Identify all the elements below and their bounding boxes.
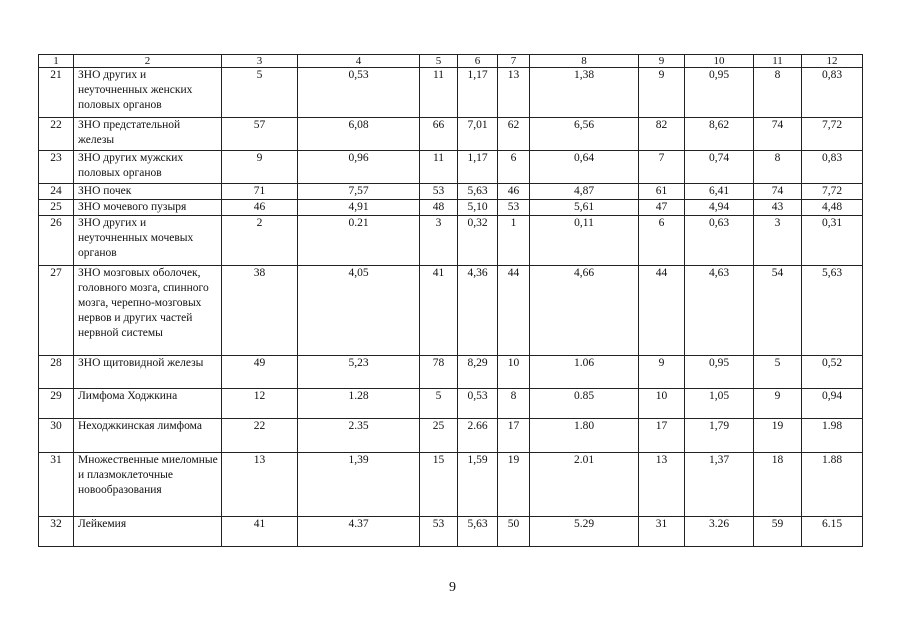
- value-cell: 6,08: [298, 118, 420, 151]
- value-cell: 41: [222, 517, 298, 547]
- value-cell: 4,94: [685, 200, 754, 216]
- value-cell: 57: [222, 118, 298, 151]
- value-cell: 5: [420, 389, 458, 419]
- value-cell: 66: [420, 118, 458, 151]
- value-cell: 5,61: [530, 200, 639, 216]
- value-cell: 15: [420, 453, 458, 517]
- value-cell: 1.28: [298, 389, 420, 419]
- value-cell: 7,72: [802, 184, 863, 200]
- value-cell: 1,17: [458, 151, 498, 184]
- row-label-cell: ЗНО предстательной железы: [74, 118, 222, 151]
- value-cell: 46: [222, 200, 298, 216]
- value-cell: 4,66: [530, 266, 639, 356]
- row-number-cell: 23: [39, 151, 74, 184]
- value-cell: 43: [754, 200, 802, 216]
- column-header: 5: [420, 55, 458, 68]
- row-label-cell: Множественные миеломные и плазмоклеточные новообразования: [74, 453, 222, 517]
- value-cell: 3: [420, 216, 458, 266]
- value-cell: 1.06: [530, 356, 639, 389]
- page-number: 9: [449, 580, 456, 595]
- value-cell: 19: [498, 453, 530, 517]
- value-cell: 54: [754, 266, 802, 356]
- table-row: [39, 118, 863, 151]
- value-cell: 0,52: [802, 356, 863, 389]
- value-cell: 5.29: [530, 517, 639, 547]
- column-header: 8: [530, 55, 639, 68]
- row-number-cell: 32: [39, 517, 74, 547]
- row-number-cell: 29: [39, 389, 74, 419]
- value-cell: 53: [420, 517, 458, 547]
- value-cell: 1,39: [298, 453, 420, 517]
- value-cell: 41: [420, 266, 458, 356]
- value-cell: 8,29: [458, 356, 498, 389]
- value-cell: 17: [498, 419, 530, 453]
- row-number-cell: 25: [39, 200, 74, 216]
- table-row: [39, 216, 863, 266]
- column-header: 1: [39, 55, 74, 68]
- table-row: [39, 151, 863, 184]
- value-cell: 78: [420, 356, 458, 389]
- value-cell: 1,38: [530, 68, 639, 118]
- value-cell: 1.88: [802, 453, 863, 517]
- table-row: [39, 200, 863, 216]
- value-cell: 8,62: [685, 118, 754, 151]
- row-label-cell: Неходжкинская лимфома: [74, 419, 222, 453]
- value-cell: 4,63: [685, 266, 754, 356]
- value-cell: 50: [498, 517, 530, 547]
- header-row: [39, 55, 863, 68]
- value-cell: 4,36: [458, 266, 498, 356]
- value-cell: 44: [498, 266, 530, 356]
- value-cell: 59: [754, 517, 802, 547]
- table-row: [39, 184, 863, 200]
- value-cell: 2.66: [458, 419, 498, 453]
- value-cell: 9: [639, 356, 685, 389]
- value-cell: 19: [754, 419, 802, 453]
- row-number-cell: 26: [39, 216, 74, 266]
- value-cell: 6: [498, 151, 530, 184]
- value-cell: 0,94: [802, 389, 863, 419]
- value-cell: 5: [222, 68, 298, 118]
- value-cell: 74: [754, 184, 802, 200]
- value-cell: 38: [222, 266, 298, 356]
- value-cell: 13: [639, 453, 685, 517]
- value-cell: 0,11: [530, 216, 639, 266]
- column-header: 10: [685, 55, 754, 68]
- value-cell: 82: [639, 118, 685, 151]
- value-cell: 7,01: [458, 118, 498, 151]
- value-cell: 3: [754, 216, 802, 266]
- row-label-cell: ЗНО почек: [74, 184, 222, 200]
- value-cell: 1,17: [458, 68, 498, 118]
- column-header: 7: [498, 55, 530, 68]
- value-cell: 6: [639, 216, 685, 266]
- value-cell: 0.21: [298, 216, 420, 266]
- row-label-cell: ЗНО других мужских половых органов: [74, 151, 222, 184]
- value-cell: 0,95: [685, 68, 754, 118]
- value-cell: 31: [639, 517, 685, 547]
- value-cell: 2.35: [298, 419, 420, 453]
- value-cell: 3.26: [685, 517, 754, 547]
- row-label-cell: ЗНО мочевого пузыря: [74, 200, 222, 216]
- value-cell: 17: [639, 419, 685, 453]
- row-label-cell: Лимфома Ходжкина: [74, 389, 222, 419]
- column-header: 2: [74, 55, 222, 68]
- value-cell: 10: [639, 389, 685, 419]
- row-number-cell: 21: [39, 68, 74, 118]
- value-cell: 10: [498, 356, 530, 389]
- value-cell: 47: [639, 200, 685, 216]
- row-number-cell: 27: [39, 266, 74, 356]
- value-cell: 62: [498, 118, 530, 151]
- column-header: 9: [639, 55, 685, 68]
- value-cell: 46: [498, 184, 530, 200]
- value-cell: 4,87: [530, 184, 639, 200]
- value-cell: 9: [639, 68, 685, 118]
- value-cell: 0,53: [458, 389, 498, 419]
- value-cell: 0,53: [298, 68, 420, 118]
- value-cell: 5,63: [458, 517, 498, 547]
- value-cell: 5,63: [802, 266, 863, 356]
- value-cell: 7,72: [802, 118, 863, 151]
- value-cell: 9: [754, 389, 802, 419]
- value-cell: 4,91: [298, 200, 420, 216]
- value-cell: 0,83: [802, 68, 863, 118]
- row-number-cell: 31: [39, 453, 74, 517]
- value-cell: 13: [498, 68, 530, 118]
- statistics-table: [38, 54, 863, 547]
- value-cell: 4.37: [298, 517, 420, 547]
- value-cell: 11: [420, 68, 458, 118]
- row-number-cell: 28: [39, 356, 74, 389]
- column-header: 11: [754, 55, 802, 68]
- table-row: [39, 266, 863, 356]
- table-row: [39, 356, 863, 389]
- value-cell: 74: [754, 118, 802, 151]
- value-cell: 1.80: [530, 419, 639, 453]
- value-cell: 0,96: [298, 151, 420, 184]
- value-cell: 1: [498, 216, 530, 266]
- value-cell: 5: [754, 356, 802, 389]
- value-cell: 6,41: [685, 184, 754, 200]
- value-cell: 49: [222, 356, 298, 389]
- value-cell: 11: [420, 151, 458, 184]
- value-cell: 53: [498, 200, 530, 216]
- column-header: 4: [298, 55, 420, 68]
- row-label-cell: ЗНО мозговых оболочек, головного мозга, спинного мозга, черепно-мозговых нервов и других частей нервной системы: [74, 266, 222, 356]
- value-cell: 6.15: [802, 517, 863, 547]
- value-cell: 4,05: [298, 266, 420, 356]
- value-cell: 5,23: [298, 356, 420, 389]
- value-cell: 0,64: [530, 151, 639, 184]
- value-cell: 0,31: [802, 216, 863, 266]
- value-cell: 1,37: [685, 453, 754, 517]
- table-row: [39, 68, 863, 118]
- value-cell: 44: [639, 266, 685, 356]
- value-cell: 1.98: [802, 419, 863, 453]
- table-row: [39, 419, 863, 453]
- value-cell: 0,95: [685, 356, 754, 389]
- row-number-cell: 30: [39, 419, 74, 453]
- value-cell: 5,10: [458, 200, 498, 216]
- value-cell: 2: [222, 216, 298, 266]
- value-cell: 12: [222, 389, 298, 419]
- value-cell: 1,79: [685, 419, 754, 453]
- table-row: [39, 389, 863, 419]
- table-row: [39, 517, 863, 547]
- row-number-cell: 22: [39, 118, 74, 151]
- value-cell: 0,32: [458, 216, 498, 266]
- row-number-cell: 24: [39, 184, 74, 200]
- row-label-cell: ЗНО других и неуточненных женских половых органов: [74, 68, 222, 118]
- row-label-cell: Лейкемия: [74, 517, 222, 547]
- value-cell: 48: [420, 200, 458, 216]
- value-cell: 71: [222, 184, 298, 200]
- column-header: 3: [222, 55, 298, 68]
- column-header: 12: [802, 55, 863, 68]
- value-cell: 1,05: [685, 389, 754, 419]
- value-cell: 0,74: [685, 151, 754, 184]
- value-cell: 9: [222, 151, 298, 184]
- value-cell: 0,63: [685, 216, 754, 266]
- value-cell: 4,48: [802, 200, 863, 216]
- table-row: [39, 453, 863, 517]
- value-cell: 25: [420, 419, 458, 453]
- value-cell: 13: [222, 453, 298, 517]
- value-cell: 6,56: [530, 118, 639, 151]
- value-cell: 61: [639, 184, 685, 200]
- column-header: 6: [458, 55, 498, 68]
- value-cell: 8: [498, 389, 530, 419]
- value-cell: 0,83: [802, 151, 863, 184]
- value-cell: 22: [222, 419, 298, 453]
- table-body: [39, 68, 863, 547]
- value-cell: 53: [420, 184, 458, 200]
- value-cell: 8: [754, 68, 802, 118]
- value-cell: 5,63: [458, 184, 498, 200]
- value-cell: 18: [754, 453, 802, 517]
- value-cell: 1,59: [458, 453, 498, 517]
- value-cell: 7: [639, 151, 685, 184]
- value-cell: 2.01: [530, 453, 639, 517]
- row-label-cell: ЗНО щитовидной железы: [74, 356, 222, 389]
- value-cell: 7,57: [298, 184, 420, 200]
- row-label-cell: ЗНО других и неуточненных мочевых органов: [74, 216, 222, 266]
- value-cell: 8: [754, 151, 802, 184]
- value-cell: 0.85: [530, 389, 639, 419]
